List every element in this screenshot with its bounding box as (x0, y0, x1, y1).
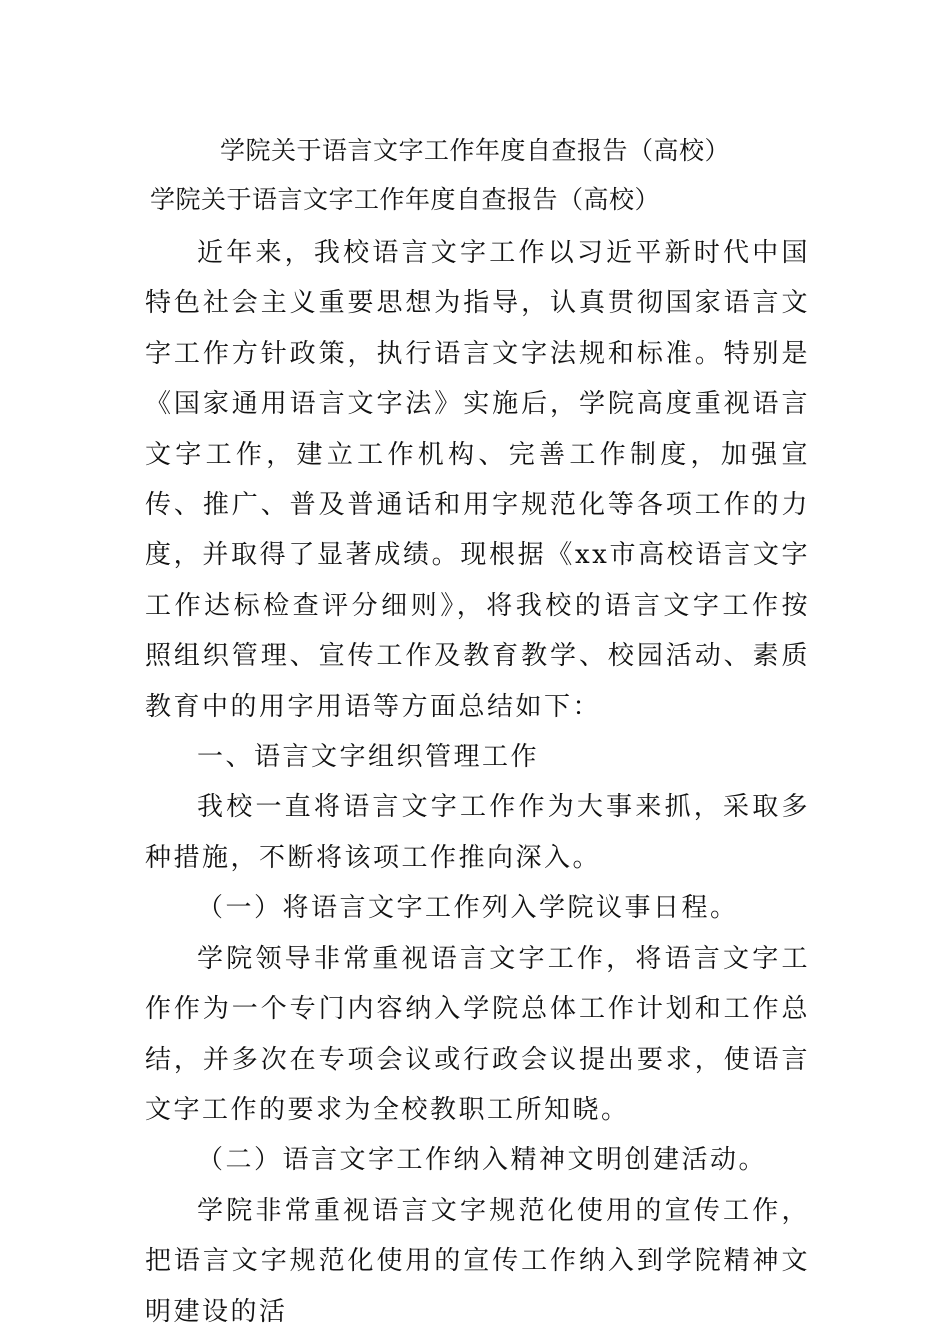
paragraph-section-1: 我校一直将语言文字工作作为大事来抓，采取多种措施，不断将该项工作推向深入。 (145, 792, 810, 873)
paragraph-intro: 近年来，我校语言文字工作以习近平新时代中国特色社会主义重要思想为指导，认真贯彻国家语言文字工作方针政策，执行语言文字法规和标准。特别是《国家通用语言文字法》实施后，学院高度重视语言文字工作，建立工作机构、完善工作制度，加强宣传、推广、普及普通话和用字规范化等各项工作的力度，并取得了显著成绩。现根据《xx市高校语言文字工作达标检查评分细则》，将我校的语言文字工作按照组织管理、宣传工作及教育教学、校园活动、素质教育中的用字用语等方面总结如下： (145, 238, 810, 722)
document-subtitle: 学院关于语言文字工作年度自查报告（高校） (150, 185, 661, 214)
subsection-heading-1: （一）将语言文字工作列入学院议事日程。 (197, 893, 739, 924)
subsection-heading-2: （二）语言文字工作纳入精神文明创建活动。 (197, 1145, 768, 1176)
document-body (145, 228, 810, 1337)
paragraph-subsection-1: 学院领导非常重视语言文字工作，将语言文字工作作为一个专门内容纳入学院总体工作计划和工作总结，并多次在专项会议或行政会议提出要求，使语言文字工作的要求为全校教职工所知晓。 (145, 943, 810, 1125)
paragraph-subsection-2: 学院非常重视语言文字规范化使用的宣传工作，把语言文字规范化使用的宣传工作纳入到学院精神文明建设的活 (145, 1195, 810, 1327)
section-heading-1: 一、语言文字组织管理工作 (197, 742, 540, 773)
document-title: 学院关于语言文字工作年度自查报告（高校） (220, 136, 731, 165)
